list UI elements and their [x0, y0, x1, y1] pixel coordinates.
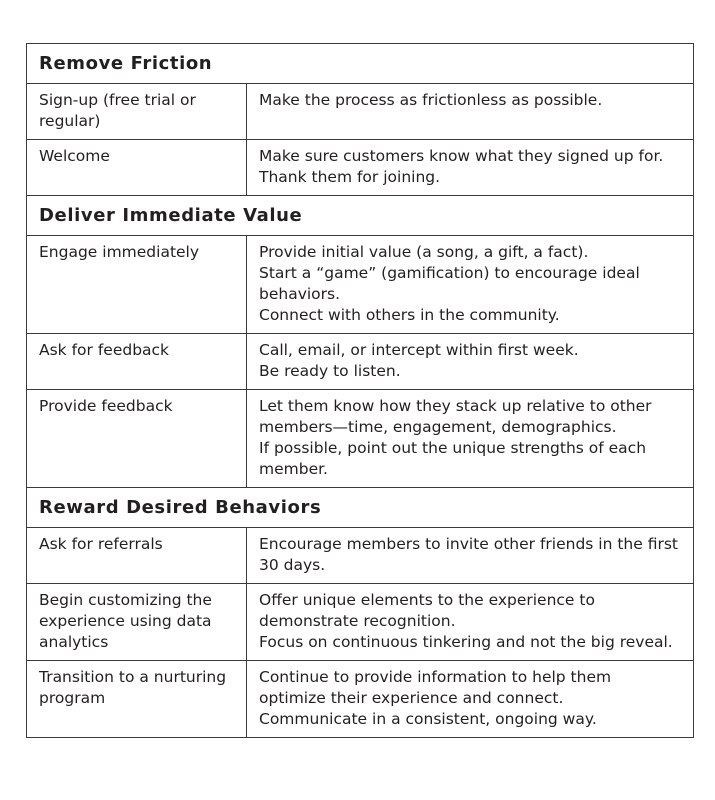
action-line: Be ready to listen.	[259, 362, 401, 380]
section-header-row	[27, 196, 694, 236]
action-cell	[247, 390, 694, 488]
action-line: Provide initial value (a song, a gift, a fact).	[259, 243, 589, 261]
action-line: Make sure customers know what they signed up for.	[259, 147, 664, 165]
action-line: Continue to provide information to help them optimize their experience and connect.	[259, 668, 612, 707]
action-cell	[247, 334, 694, 390]
table-row	[27, 334, 694, 390]
onboarding-table	[26, 43, 694, 738]
table-row	[27, 140, 694, 196]
section-header-row	[27, 488, 694, 528]
action-line: Let them know how they stack up relative to other members—time, engagement, demographics.	[259, 397, 652, 436]
action-cell	[247, 236, 694, 334]
table-row	[27, 84, 694, 140]
step-cell: Welcome	[27, 140, 247, 196]
table-row	[27, 528, 694, 584]
section-title: Reward Desired Behaviors	[27, 488, 694, 528]
table-row	[27, 390, 694, 488]
step-cell: Sign-up (free trial or regular)	[27, 84, 247, 140]
action-line: Encourage members to invite other friends in the first 30 days.	[259, 535, 679, 574]
action-line: Communicate in a consistent, ongoing way.	[259, 710, 597, 728]
section-title: Remove Friction	[27, 44, 694, 84]
action-line: Make the process as frictionless as possible.	[259, 91, 603, 109]
step-cell: Ask for feedback	[27, 334, 247, 390]
action-cell	[247, 584, 694, 661]
action-line: Thank them for joining.	[259, 168, 441, 186]
action-line: Offer unique elements to the experience to demonstrate recognition.	[259, 591, 595, 630]
step-cell: Transition to a nurturing program	[27, 661, 247, 738]
section-header-row	[27, 44, 694, 84]
step-cell: Ask for referrals	[27, 528, 247, 584]
table-row	[27, 661, 694, 738]
onboarding-table-wrapper	[26, 43, 693, 738]
section-title: Deliver Immediate Value	[27, 196, 694, 236]
table-row	[27, 584, 694, 661]
step-cell: Begin customizing the experience using data analytics	[27, 584, 247, 661]
action-line: Focus on continuous tinkering and not the big reveal.	[259, 633, 673, 651]
action-line: Call, email, or intercept within first week.	[259, 341, 579, 359]
action-line: Start a “game” (gamification) to encourage ideal behaviors.	[259, 264, 640, 303]
action-cell	[247, 140, 694, 196]
action-cell	[247, 84, 694, 140]
action-line: Connect with others in the community.	[259, 306, 560, 324]
step-cell: Engage immediately	[27, 236, 247, 334]
action-line: If possible, point out the unique strengths of each member.	[259, 439, 647, 478]
action-cell	[247, 661, 694, 738]
table-row	[27, 236, 694, 334]
action-cell	[247, 528, 694, 584]
step-cell: Provide feedback	[27, 390, 247, 488]
